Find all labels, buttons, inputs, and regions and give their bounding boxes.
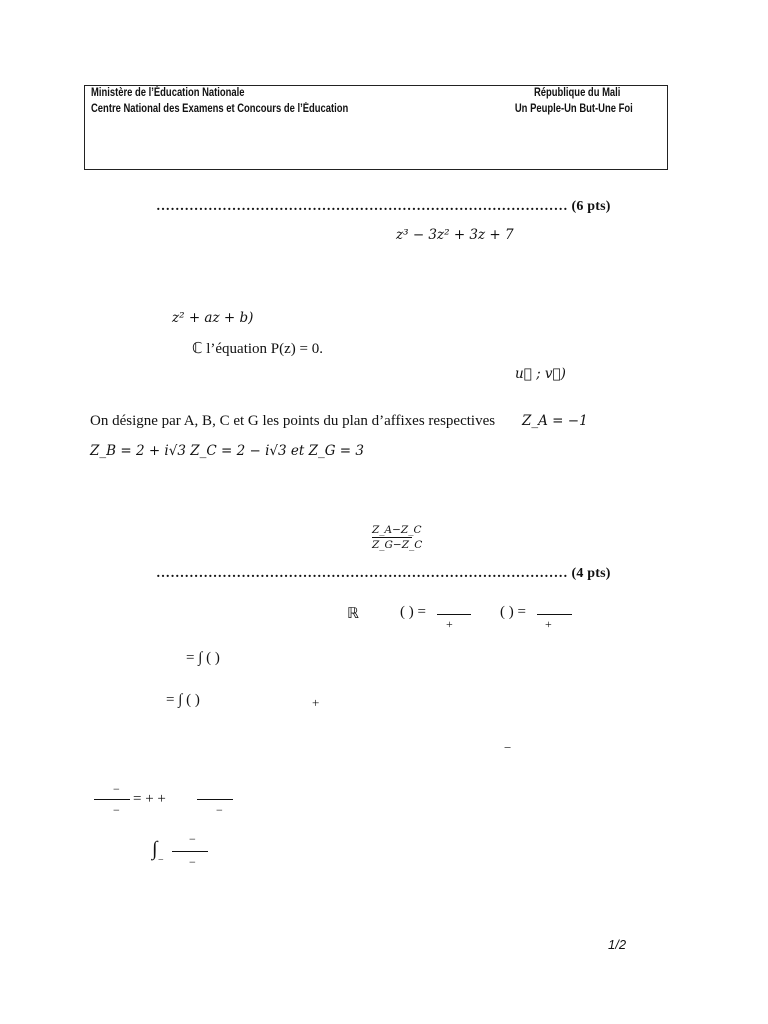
- decomposition-bar-right: [197, 799, 233, 800]
- complex-quotient: [372, 524, 423, 551]
- affixes-zb-zc-zg: Z_B = 2 + i√3 Z_C = 2 − i√3 et Z_G = 3: [90, 443, 364, 459]
- quotient-numerator: Z_A−Z_C: [372, 524, 422, 536]
- basis-vectors: u⃗ ; v⃗): [515, 366, 566, 382]
- final-numerator: −: [189, 832, 196, 846]
- minus-sign: −: [504, 740, 512, 755]
- integral-i: = ∫ ( ): [186, 650, 220, 666]
- points-statement: On désigne par A, B, C et G les points du plan d’affixes respectives: [90, 413, 496, 429]
- decomposition-minus: −: [216, 803, 223, 817]
- decomposition-bar-left: [94, 799, 130, 800]
- final-denominator: −: [189, 855, 196, 869]
- republic-label: République du Mali: [533, 87, 620, 99]
- plus-sign-f: +: [446, 617, 453, 631]
- quotient-denominator: Z_G−Z_C: [372, 539, 423, 551]
- final-integral-lower-bound: −: [158, 855, 164, 866]
- function-f-definition: ( ) =: [400, 604, 426, 620]
- decomposition-rhs: = + +: [133, 791, 166, 807]
- factor-expression: z² + az + b): [172, 310, 254, 326]
- ministry-label: Ministère de l’Éducation Nationale: [91, 87, 245, 99]
- exercise-1-heading: …………………………………………………………………………… (6 pts): [156, 199, 611, 214]
- fraction-bar-g: [537, 614, 572, 615]
- plus-sign-j: +: [312, 695, 320, 710]
- integral-j: = ∫ ( ): [166, 692, 200, 708]
- reals-symbol: ℝ: [347, 606, 359, 622]
- polynomial-expression: z³ − 3z² + 3z + 7: [396, 227, 514, 243]
- fraction-bar: [372, 537, 412, 538]
- motto-label: Un Peuple-Un But-Une Foi: [515, 103, 633, 115]
- final-fraction-bar: [172, 851, 208, 852]
- equation-line: ℂ l’équation P(z) = 0.: [192, 341, 323, 357]
- affix-za: Z_A = −1: [522, 413, 588, 429]
- fraction-bar-f: [437, 614, 471, 615]
- plus-sign-g: +: [545, 617, 552, 631]
- page-number: 1/2: [608, 937, 627, 952]
- exercise-2-heading: …………………………………………………………………………… (4 pts): [156, 566, 611, 581]
- function-g-definition: ( ) =: [500, 604, 526, 620]
- final-integral-sign: ∫: [152, 838, 158, 860]
- decomposition-numerator: −: [113, 782, 120, 796]
- decomposition-denominator: −: [113, 803, 120, 817]
- exam-center-label: Centre National des Examens et Concours de l’Éducation: [91, 103, 349, 115]
